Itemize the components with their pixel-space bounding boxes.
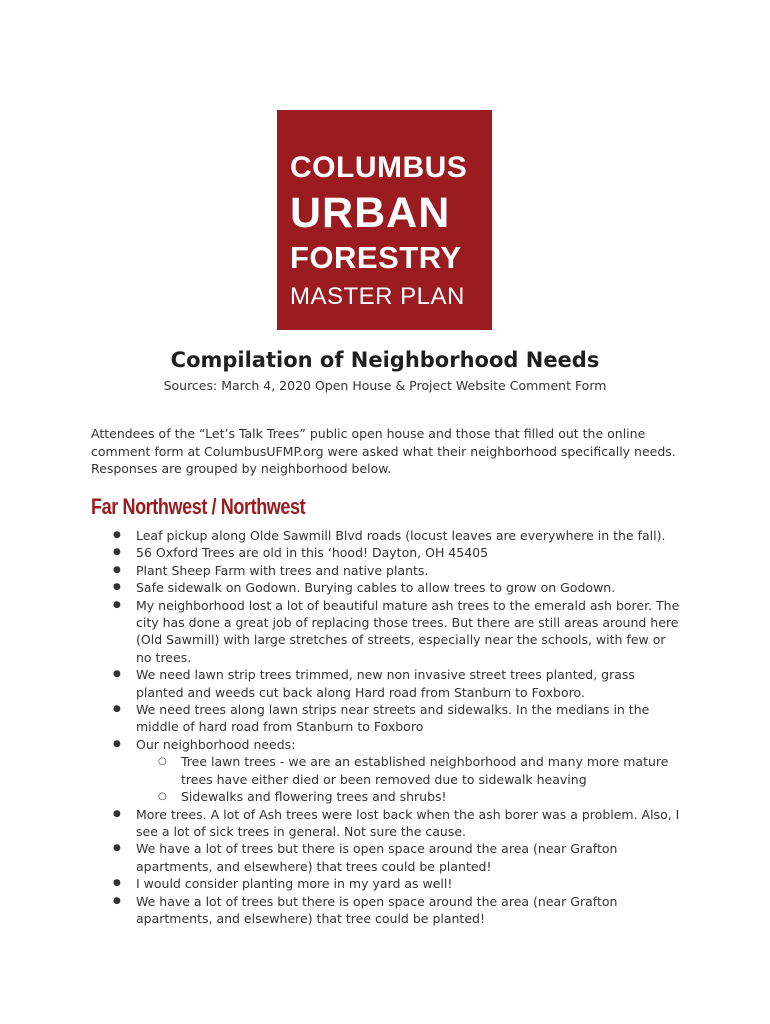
list-item-with-subitems — [113, 736, 683, 806]
sub-list — [136, 753, 683, 805]
logo-line-master-plan: MASTER PLAN — [290, 283, 465, 310]
document-title: Compilation of Neighborhood Needs — [170, 348, 600, 372]
list-item: ● We need trees along lawn strips near streets and sidewalks. In the medians in the middle of hard road from Stanburn to Foxboro — [113, 701, 683, 736]
logo-line-forestry: FORESTRY — [290, 240, 462, 275]
logo-line-urban: URBAN — [290, 189, 451, 237]
list-item: ● Safe sidewalk on Godown. Burying cables to allow trees to grow on Godown. — [113, 579, 683, 596]
needs-list — [113, 527, 683, 927]
list-item: ● I would consider planting more in my yard as well! — [113, 875, 683, 892]
list-item: ● We have a lot of trees but there is open space around the area (near Grafton apartments, and elsewhere) that trees could be planted! — [113, 840, 683, 875]
list-item: ● We need lawn strip trees trimmed, new non invasive street trees planted, grass planted and weeds cut back along Hard road from Stanburn to Foxboro. — [113, 666, 683, 701]
list-item: ● 56 Oxford Trees are old in this ‘hood! Dayton, OH 45405 — [113, 544, 683, 561]
list-item: ● Leaf pickup along Olde Sawmill Blvd roads (locust leaves are everywhere in the fall). — [113, 527, 683, 544]
sub-list-item: ○ Sidewalks and flowering trees and shrubs! — [136, 788, 683, 805]
list-item: ● We have a lot of trees but there is open space around the area (near Grafton apartments, and elsewhere) that tree could be planted! — [113, 893, 683, 928]
list-item: ● Plant Sheep Farm with trees and native plants. — [113, 562, 683, 579]
sub-list-item: ○ Tree lawn trees - we are an established neighborhood and many more mature trees have either died or been removed due to sidewalk heaving — [136, 753, 683, 788]
intro-paragraph: Attendees of the “Let’s Talk Trees” public open house and those that filled out the online comment form at ColumbusUFMP.org were asked what their neighborhood specifically needs. Responses are grouped by neighborhood below. — [91, 426, 676, 476]
list-item-text: Our neighborhood needs: — [136, 736, 296, 752]
columbus-urban-forestry-logo — [277, 110, 492, 330]
list-item: ● My neighborhood lost a lot of beautiful mature ash trees to the emerald ash borer. The city has done a great job of replacing those trees. But there are still areas around here (Old Sawmill) with large stretches of streets, especially near the schools, with few or no trees. — [113, 597, 683, 667]
list-item: ● More trees. A lot of Ash trees were lost back when the ash borer was a problem. Also, I see a lot of sick trees in general. Not sure the cause. — [113, 806, 683, 841]
sources-line: Sources: March 4, 2020 Open House & Project Website Comment Form — [163, 378, 607, 393]
logo-line-columbus: COLUMBUS — [290, 151, 468, 184]
section-heading-far-northwest: Far Northwest / Northwest — [91, 494, 306, 519]
